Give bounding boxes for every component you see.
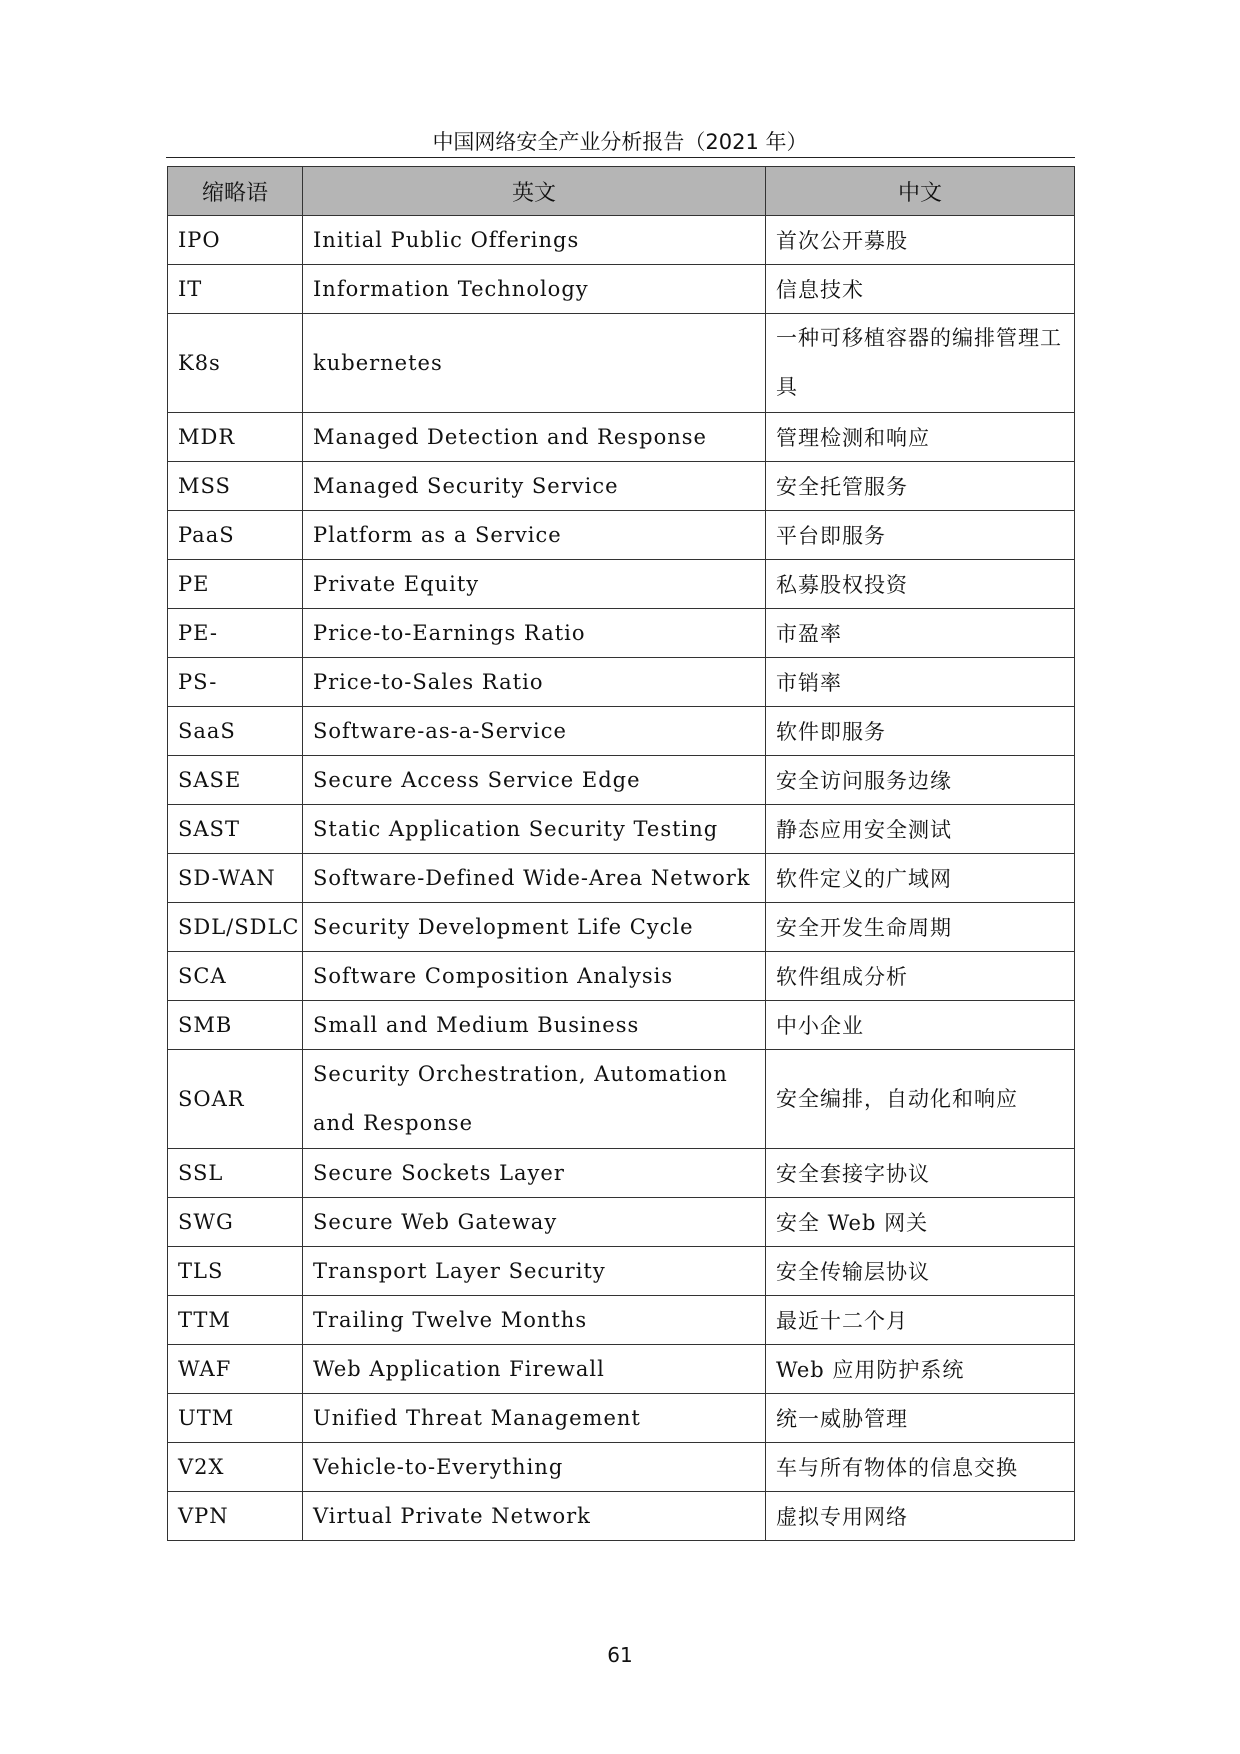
- english-cell: Security Orchestration, Automation and Response: [303, 1050, 766, 1149]
- abbr-cell: SSL: [168, 1149, 303, 1198]
- abbr-cell: V2X: [168, 1443, 303, 1492]
- abbr-cell: IPO: [168, 216, 303, 265]
- abbr-cell: MDR: [168, 413, 303, 462]
- english-cell: Initial Public Offerings: [303, 216, 766, 265]
- chinese-cell: 首次公开募股: [766, 216, 1075, 265]
- english-cell: Secure Web Gateway: [303, 1198, 766, 1247]
- table-row: [168, 511, 1075, 560]
- chinese-cell: Web 应用防护系统: [766, 1345, 1075, 1394]
- chinese-cell: 管理检测和响应: [766, 413, 1075, 462]
- table-row: [168, 1050, 1075, 1149]
- english-cell: Unified Threat Management: [303, 1394, 766, 1443]
- chinese-cell: 安全访问服务边缘: [766, 756, 1075, 805]
- chinese-cell: 市盈率: [766, 609, 1075, 658]
- table-row: [168, 1001, 1075, 1050]
- english-cell: kubernetes: [303, 314, 766, 413]
- english-cell: Software Composition Analysis: [303, 952, 766, 1001]
- table-row: [168, 1198, 1075, 1247]
- table-row: [168, 462, 1075, 511]
- english-cell: Transport Layer Security: [303, 1247, 766, 1296]
- chinese-cell: 最近十二个月: [766, 1296, 1075, 1345]
- english-cell: Small and Medium Business: [303, 1001, 766, 1050]
- abbr-cell: TLS: [168, 1247, 303, 1296]
- english-cell: Managed Security Service: [303, 462, 766, 511]
- abbreviation-table: [167, 166, 1075, 1541]
- english-cell: Price-to-Earnings Ratio: [303, 609, 766, 658]
- table-row: [168, 952, 1075, 1001]
- table-row: [168, 1296, 1075, 1345]
- abbr-cell: VPN: [168, 1492, 303, 1541]
- english-cell: Price-to-Sales Ratio: [303, 658, 766, 707]
- table-row: [168, 1394, 1075, 1443]
- abbr-cell: SMB: [168, 1001, 303, 1050]
- table-row: [168, 805, 1075, 854]
- abbr-cell: SDL/SDLC: [168, 903, 303, 952]
- chinese-cell: 统一威胁管理: [766, 1394, 1075, 1443]
- abbr-cell: UTM: [168, 1394, 303, 1443]
- chinese-cell: 安全套接字协议: [766, 1149, 1075, 1198]
- table-row: [168, 1443, 1075, 1492]
- english-cell: Information Technology: [303, 265, 766, 314]
- chinese-cell: 安全传输层协议: [766, 1247, 1075, 1296]
- page-number: 61: [607, 1643, 633, 1667]
- table-row: [168, 1247, 1075, 1296]
- table-row: [168, 854, 1075, 903]
- table-row: [168, 756, 1075, 805]
- english-cell: Private Equity: [303, 560, 766, 609]
- table-row: [168, 903, 1075, 952]
- abbr-cell: MSS: [168, 462, 303, 511]
- abbr-cell: PaaS: [168, 511, 303, 560]
- table-row: [168, 1149, 1075, 1198]
- column-header-chinese: 中文: [766, 167, 1075, 216]
- chinese-cell: 市销率: [766, 658, 1075, 707]
- abbr-cell: SOAR: [168, 1050, 303, 1149]
- abbr-cell: SaaS: [168, 707, 303, 756]
- abbr-cell: SASE: [168, 756, 303, 805]
- chinese-cell: 软件组成分析: [766, 952, 1075, 1001]
- chinese-cell: 软件即服务: [766, 707, 1075, 756]
- column-header-english: 英文: [303, 167, 766, 216]
- chinese-cell: 安全 Web 网关: [766, 1198, 1075, 1247]
- chinese-cell: 信息技术: [766, 265, 1075, 314]
- chinese-cell: 安全编排，自动化和响应: [766, 1050, 1075, 1149]
- abbr-cell: PS-: [168, 658, 303, 707]
- english-cell: Web Application Firewall: [303, 1345, 766, 1394]
- table-row: [168, 560, 1075, 609]
- table-header-row: [168, 167, 1075, 216]
- chinese-cell: 中小企业: [766, 1001, 1075, 1050]
- english-cell: Virtual Private Network: [303, 1492, 766, 1541]
- table-row: [168, 707, 1075, 756]
- table-row: [168, 265, 1075, 314]
- english-cell: Software-Defined Wide-Area Network: [303, 854, 766, 903]
- abbr-cell: SAST: [168, 805, 303, 854]
- table-row: [168, 1345, 1075, 1394]
- table-row: [168, 216, 1075, 265]
- english-cell: Vehicle-to-Everything: [303, 1443, 766, 1492]
- table-row: [168, 413, 1075, 462]
- abbr-cell: PE: [168, 560, 303, 609]
- abbr-cell: SCA: [168, 952, 303, 1001]
- table-row: [168, 658, 1075, 707]
- table-row: [168, 314, 1075, 413]
- abbr-cell: TTM: [168, 1296, 303, 1345]
- chinese-cell: 平台即服务: [766, 511, 1075, 560]
- table-row: [168, 609, 1075, 658]
- abbr-cell: SD-WAN: [168, 854, 303, 903]
- chinese-cell: 安全开发生命周期: [766, 903, 1075, 952]
- english-cell: Security Development Life Cycle: [303, 903, 766, 952]
- english-cell: Secure Sockets Layer: [303, 1149, 766, 1198]
- page-header-title: 中国网络安全产业分析报告（2021 年）: [432, 130, 808, 154]
- column-header-abbr: 缩略语: [168, 167, 303, 216]
- chinese-cell: 安全托管服务: [766, 462, 1075, 511]
- abbr-cell: SWG: [168, 1198, 303, 1247]
- chinese-cell: 车与所有物体的信息交换: [766, 1443, 1075, 1492]
- abbr-cell: K8s: [168, 314, 303, 413]
- header-divider: [166, 157, 1075, 158]
- chinese-cell: 一种可移植容器的编排管理工具: [766, 314, 1075, 413]
- english-cell: Trailing Twelve Months: [303, 1296, 766, 1345]
- english-cell: Software-as-a-Service: [303, 707, 766, 756]
- english-cell: Managed Detection and Response: [303, 413, 766, 462]
- english-cell: Static Application Security Testing: [303, 805, 766, 854]
- chinese-cell: 私募股权投资: [766, 560, 1075, 609]
- chinese-cell: 虚拟专用网络: [766, 1492, 1075, 1541]
- chinese-cell: 静态应用安全测试: [766, 805, 1075, 854]
- chinese-cell: 软件定义的广域网: [766, 854, 1075, 903]
- english-cell: Secure Access Service Edge: [303, 756, 766, 805]
- abbr-cell: WAF: [168, 1345, 303, 1394]
- table-row: [168, 1492, 1075, 1541]
- abbr-cell: PE-: [168, 609, 303, 658]
- english-cell: Platform as a Service: [303, 511, 766, 560]
- abbr-cell: IT: [168, 265, 303, 314]
